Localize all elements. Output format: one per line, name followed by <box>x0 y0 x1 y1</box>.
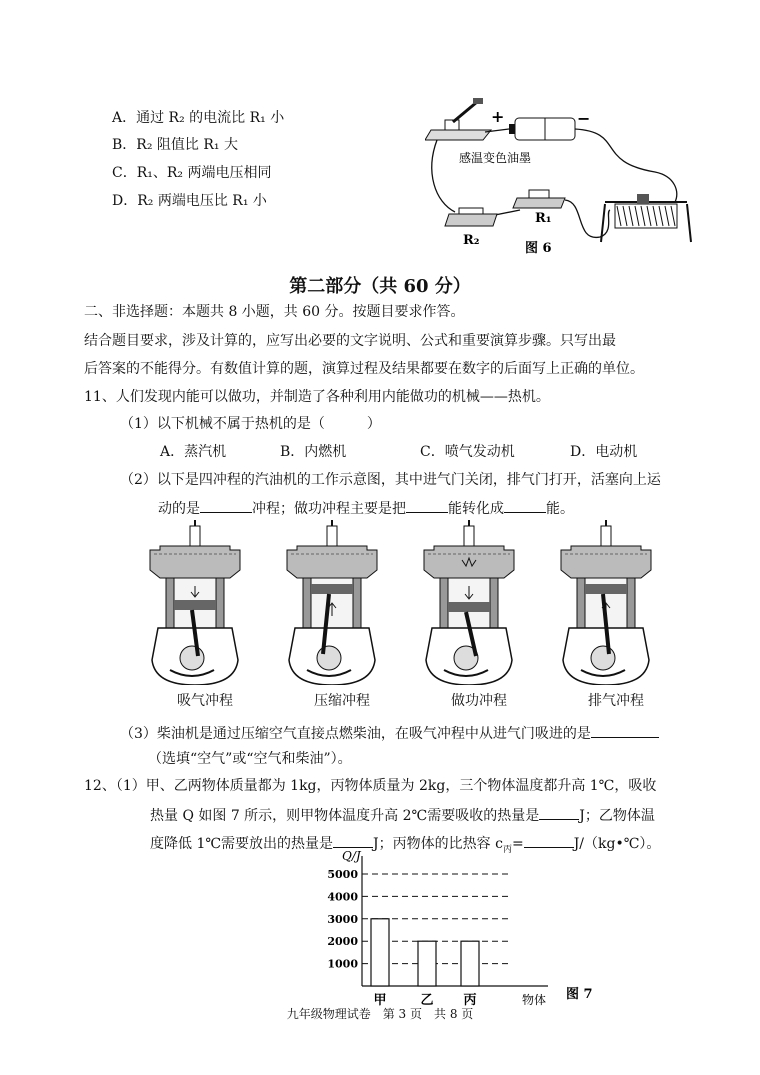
q10-option-d: D．R₂ 两端电压比 R₁ 小 <box>112 193 267 209</box>
stroke-label-exhaust: 排气冲程 <box>588 693 644 709</box>
figure-7-caption: 图 7 <box>566 987 593 1002</box>
ink-label: 感温变色油墨 <box>459 151 532 165</box>
q12-text-b: J；乙物体温 <box>579 808 655 824</box>
q11-part3-text: （3）柴油机是通过压缩空气直接点燃柴油，在吸气冲程中从进气门吸进的是 <box>120 726 591 742</box>
r1-label: R₁ <box>535 211 552 226</box>
q10-option-c: C．R₁、R₂ 两端电压相同 <box>112 165 272 181</box>
q10-option-b: B．R₂ 阻值比 R₁ 大 <box>112 137 238 153</box>
answer-blank-energy-to[interactable] <box>504 497 546 513</box>
section-title: 第二部分（共 60 分） <box>289 276 471 297</box>
q11-part2-line2 <box>158 497 574 519</box>
bar-1 <box>371 919 389 986</box>
bar-3 <box>461 941 479 986</box>
y-tick-label: 1000 <box>327 957 358 971</box>
engine-intake-icon <box>150 520 240 685</box>
q12-text-e: = <box>511 836 524 852</box>
y-tick-label: 2000 <box>327 935 358 949</box>
minus-sign: − <box>577 109 591 128</box>
q11-option-b: B．内燃机 <box>280 444 347 460</box>
bar-2 <box>418 941 436 986</box>
figure-6-caption: 图 6 <box>525 241 552 256</box>
answer-blank-heat-b[interactable] <box>333 832 373 848</box>
answer-blank-energy-from[interactable] <box>406 497 448 513</box>
q11-part2-text-d: 能。 <box>546 501 574 517</box>
intro-line-1: 二、非选择题：本题共 8 小题，共 60 分。按题目要求作答。 <box>84 304 465 320</box>
q11-part3-line2: （选填“空气”或“空气和柴油”）。 <box>148 751 352 767</box>
q10-option-a: A．通过 R₂ 的电流比 R₁ 小 <box>112 110 285 126</box>
intro-line-3: 后答案的不能得分。有数值计算的题，演算过程及结果都要在数字的后面写上正确的单位。 <box>84 361 644 377</box>
plus-sign: + <box>491 107 505 126</box>
q12-text-c: 度降低 1℃需要放出的热量是 <box>150 836 334 852</box>
q11-part1: （1）以下机械不属于热机的是（ ） <box>120 416 381 432</box>
engine-compression-icon <box>287 520 377 685</box>
q11-part3-line1 <box>120 722 659 744</box>
rheostat-icon <box>601 194 691 242</box>
engine-power-icon <box>424 520 514 685</box>
y-tick-label: 3000 <box>327 912 358 926</box>
stroke-label-intake: 吸气冲程 <box>177 693 233 709</box>
r2-label: R₂ <box>463 233 480 248</box>
q11-option-d: D．电动机 <box>570 444 638 460</box>
answer-blank-stroke[interactable] <box>200 497 252 513</box>
y-axis-label: Q/J <box>342 850 361 863</box>
engine-exhaust-icon <box>561 520 651 685</box>
figure-6-circuit <box>425 92 695 262</box>
y-tick-label: 4000 <box>327 890 358 904</box>
q11-part2-text-b: 冲程；做功冲程主要是把 <box>252 501 406 517</box>
x-tick-label: 丙 <box>463 993 477 1008</box>
y-tick-label: 5000 <box>327 868 358 881</box>
answer-blank-heat-a[interactable] <box>539 804 579 820</box>
intro-line-2: 结合题目要求，涉及计算的，应写出必要的文字说明、公式和重要演算步骤。只写出最 <box>84 333 616 349</box>
q11-option-c: C．喷气发动机 <box>420 444 515 460</box>
q12-subscript: 丙 <box>502 844 512 855</box>
q11-part2-text-c: 能转化成 <box>448 501 504 517</box>
q12-text-a: 热量 Q 如图 7 所示，则甲物体温度升高 2℃需要吸收的热量是 <box>150 808 540 824</box>
battery-icon <box>509 118 575 140</box>
x-tick-label: 乙 <box>420 993 434 1008</box>
q11-option-a: A．蒸汽机 <box>160 444 227 460</box>
r1-resistor-icon <box>513 190 565 208</box>
page-footer: 九年级物理试卷 第 3 页 共 8 页 <box>286 1007 474 1021</box>
q11-part2-line1: （2）以下是四冲程的汽油机的工作示意图，其中进气门关闭，排气门打开，活塞向上运 <box>120 472 661 488</box>
answer-blank-intake[interactable] <box>591 722 659 738</box>
engine-diagrams <box>140 520 660 685</box>
x-axis-label: 物体 <box>521 993 547 1007</box>
q12-text-f: J/（kg•℃）。 <box>573 836 661 852</box>
q11-part2-text-a: 动的是 <box>158 501 200 517</box>
q11-stem: 11、人们发现内能可以做功，并制造了各种利用内能做功的机械——热机。 <box>84 389 550 405</box>
x-tick-label: 甲 <box>373 993 387 1008</box>
q12-text-d: J；丙物体的比热容 c <box>373 836 503 852</box>
switch-icon <box>425 98 491 140</box>
stroke-label-power: 做功冲程 <box>451 693 507 709</box>
q12-line2 <box>150 804 655 826</box>
stroke-label-compression: 压缩冲程 <box>314 693 370 709</box>
q12-line1: 12、（1）甲、乙两物体质量都为 1kg，丙物体质量为 2kg，三个物体温度都升高 1℃，吸收 <box>84 778 657 794</box>
answer-blank-specific-heat[interactable] <box>524 832 574 848</box>
figure-7-chart <box>300 850 620 1010</box>
